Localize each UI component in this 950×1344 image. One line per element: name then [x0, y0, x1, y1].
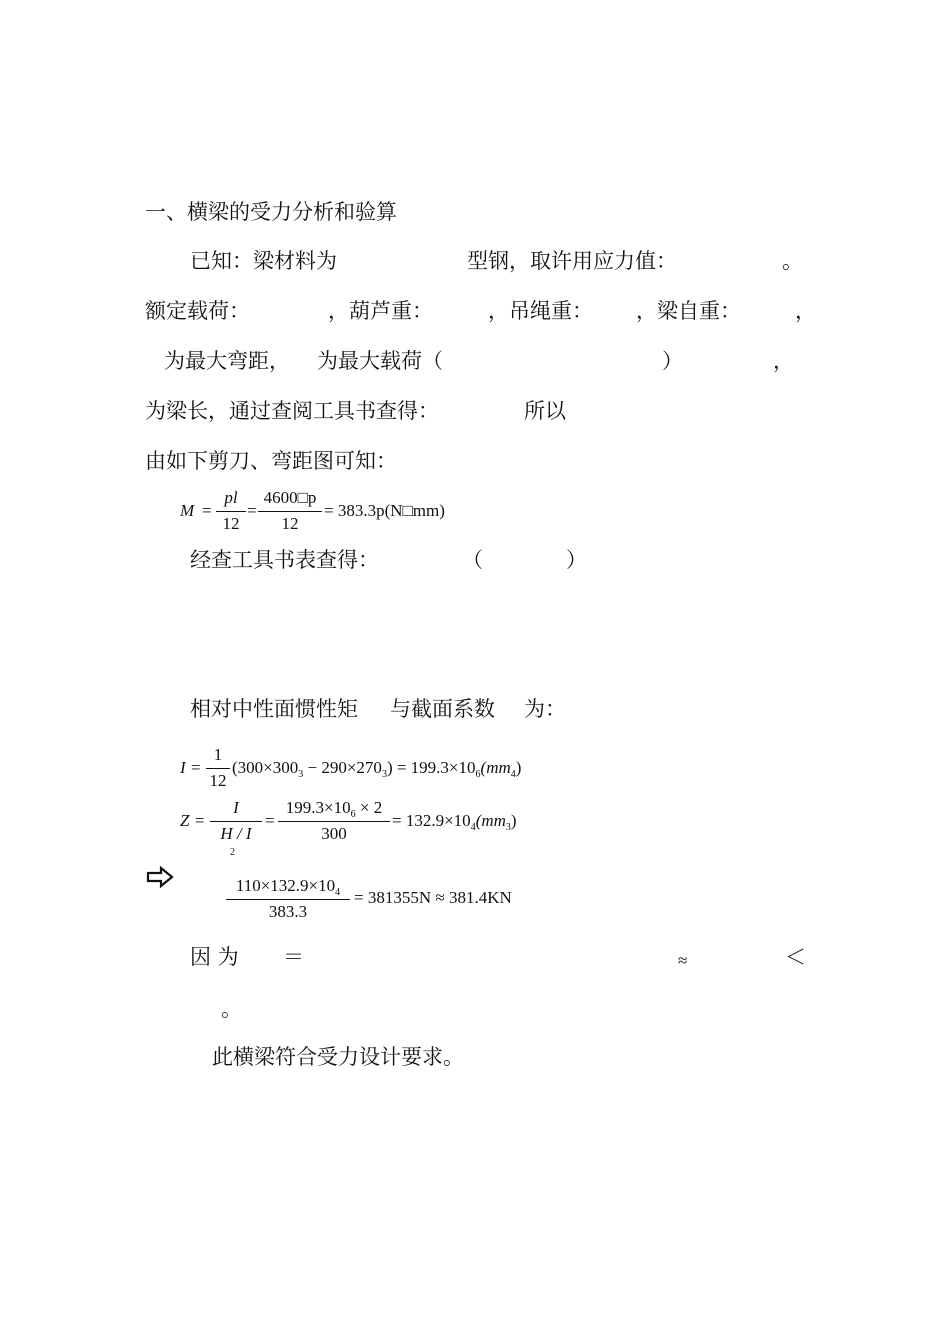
max-load-label: 为最大载荷（ — [317, 349, 443, 373]
close-paren-2: ） — [566, 548, 587, 572]
max-moment-label: 为最大弯距， — [164, 349, 290, 373]
frac-num: $110\times 132.9\times 10^4$ — [235, 876, 341, 898]
fraction-pl-12 — [216, 488, 246, 536]
eq-z-lhs: Z = — [180, 811, 206, 830]
eq-m-equals-2: = — [247, 501, 257, 520]
steel-type-label: 型钢，取许用应力值： — [467, 249, 677, 273]
frac-num: 1 — [213, 745, 223, 764]
section-heading: 一、横梁的受力分析和验算 — [145, 200, 397, 224]
hoist-weight-label: ，葫芦重： — [328, 299, 433, 323]
rated-load-label: 额定载荷： — [145, 299, 250, 323]
frac-den: 12 — [222, 514, 240, 533]
conclusion-text: 此横梁符合受力设计要求。 — [212, 1045, 464, 1069]
because-label: 因 为 — [190, 945, 239, 969]
frac-den: 12 — [281, 514, 299, 533]
less-than-sign: ＜ — [785, 945, 806, 969]
comma-mark-2: ， — [773, 349, 794, 373]
colon-label: 为： — [524, 697, 566, 721]
eq-i-lhs: I = — [180, 758, 202, 777]
table-lookup-label: 经查工具书表查得： — [190, 548, 379, 572]
open-paren: （ — [462, 548, 483, 572]
beam-length-label: 为梁长，通过查阅工具书查得： — [145, 399, 439, 423]
frac-den: 383.3 — [268, 902, 308, 921]
implies-arrow-icon — [146, 866, 174, 888]
rope-weight-label: ，吊绳重： — [488, 299, 593, 323]
fraction-4600p-12 — [258, 488, 322, 536]
fraction-i-over-h — [210, 798, 262, 856]
frac-num: $199.3\times 10^6 \times 2$ — [285, 798, 383, 820]
diagram-intro: 由如下剪刀、弯距图可知： — [145, 449, 397, 473]
frac-num: pl — [224, 488, 238, 507]
frac-den: H / I — [220, 824, 252, 843]
period-mark-2: 。 — [221, 997, 242, 1021]
beam-weight-label: ，梁自重： — [636, 299, 741, 323]
eq-m-lhs: M — [180, 501, 195, 520]
eq-m-result: = 383.3p(N□mm) — [324, 501, 445, 520]
given-material-label: 已知：梁材料为 — [190, 249, 337, 273]
eq-z-equals: = — [265, 811, 275, 830]
frac-num: 4600□p — [263, 488, 317, 507]
equals-sign: ＝ — [283, 945, 304, 969]
inertia-label: 相对中性面惯性矩 — [190, 697, 358, 721]
fraction-inertia-over-300 — [278, 798, 390, 846]
fraction-load-calc — [226, 876, 350, 924]
frac-den: 12 — [209, 771, 227, 790]
eq-p-result: = 381355N ≈ 381.4KN — [354, 888, 512, 907]
frac-den-sub: 2 — [230, 847, 235, 858]
frac-den: 300 — [321, 824, 347, 843]
fraction-1-12 — [206, 745, 230, 793]
close-paren: ） — [662, 349, 683, 373]
section-modulus-label: 与截面系数 — [390, 697, 495, 721]
eq-m-equals: = — [202, 501, 212, 520]
therefore-label: 所以 — [524, 399, 566, 423]
eq-i-body: $(300\times 300^3 - 290\times 270^3) = 199.3\times 10^6(mm^4)$ — [232, 758, 522, 780]
frac-num: I — [233, 798, 239, 817]
eq-z-result: = $132.9\times 10^4(mm^3)$ — [392, 811, 517, 833]
approx-sign: ≈ — [678, 951, 688, 970]
comma-mark: ， — [795, 299, 816, 323]
period-mark: 。 — [782, 249, 803, 273]
